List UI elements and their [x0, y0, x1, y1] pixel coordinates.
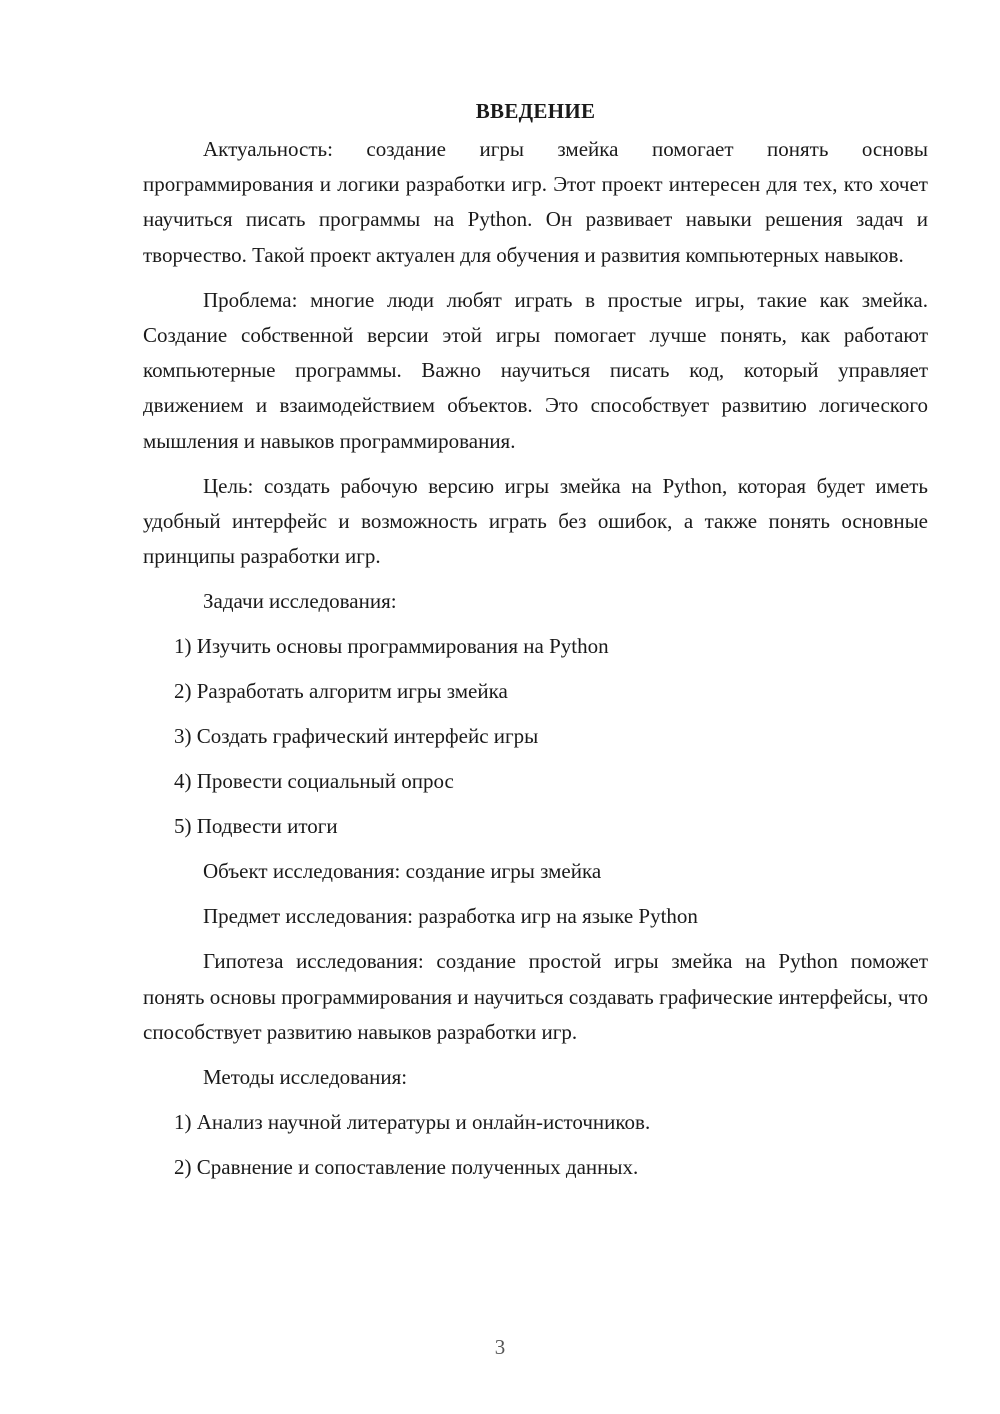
- goal-paragraph: Цель: создать рабочую версию игры змейка на Python, которая будет иметь удобный интерфейс и возможность играть без ошибок, а также понять основные принципы разработки игр.: [143, 473, 928, 569]
- object-line: Объект исследования: создание игры змейка: [203, 859, 602, 884]
- task-item: 1) Изучить основы программирования на Python: [174, 634, 609, 659]
- section-title: ВВЕДЕНИЕ: [475, 99, 596, 123]
- relevance-paragraph: Актуальность: создание игры змейка помогает понять основы программирования и логики разработки игр. Этот проект интересен для тех, кто хочет научиться писать программы на Python. Он развивает навыки решения задач и творчество. Такой проект актуален для обучения и развития компьютерных навыков.: [143, 137, 928, 267]
- methods-heading: Методы исследования:: [203, 1065, 408, 1090]
- tasks-heading: Задачи исследования:: [203, 589, 397, 614]
- method-item: 1) Анализ научной литературы и онлайн-источников.: [174, 1110, 651, 1135]
- task-item: 2) Разработать алгоритм игры змейка: [174, 679, 508, 704]
- task-item: 3) Создать графический интерфейс игры: [174, 724, 539, 749]
- method-item: 2) Сравнение и сопоставление полученных данных.: [174, 1155, 639, 1180]
- subject-line: Предмет исследования: разработка игр на языке Python: [203, 904, 698, 929]
- hypothesis-paragraph: Гипотеза исследования: создание простой игры змейка на Python поможет понять основы программирования и научиться создавать графические интерфейсы, что способствует развитию навыков разработки игр.: [143, 949, 928, 1044]
- task-item: 5) Подвести итоги: [174, 814, 338, 839]
- task-item: 4) Провести социальный опрос: [174, 769, 454, 794]
- page-number: 3: [494, 1335, 506, 1359]
- document-page: [143, 96, 928, 1195]
- problem-paragraph: Проблема: многие люди любят играть в простые игры, такие как змейка. Создание собственной версии этой игры помогает лучше понять, как работают компьютерные программы. Важно научиться писать код, который управляет движением и взаимодействием объектов. Это способствует развитию логического мышления и навыков программирования.: [143, 287, 928, 453]
